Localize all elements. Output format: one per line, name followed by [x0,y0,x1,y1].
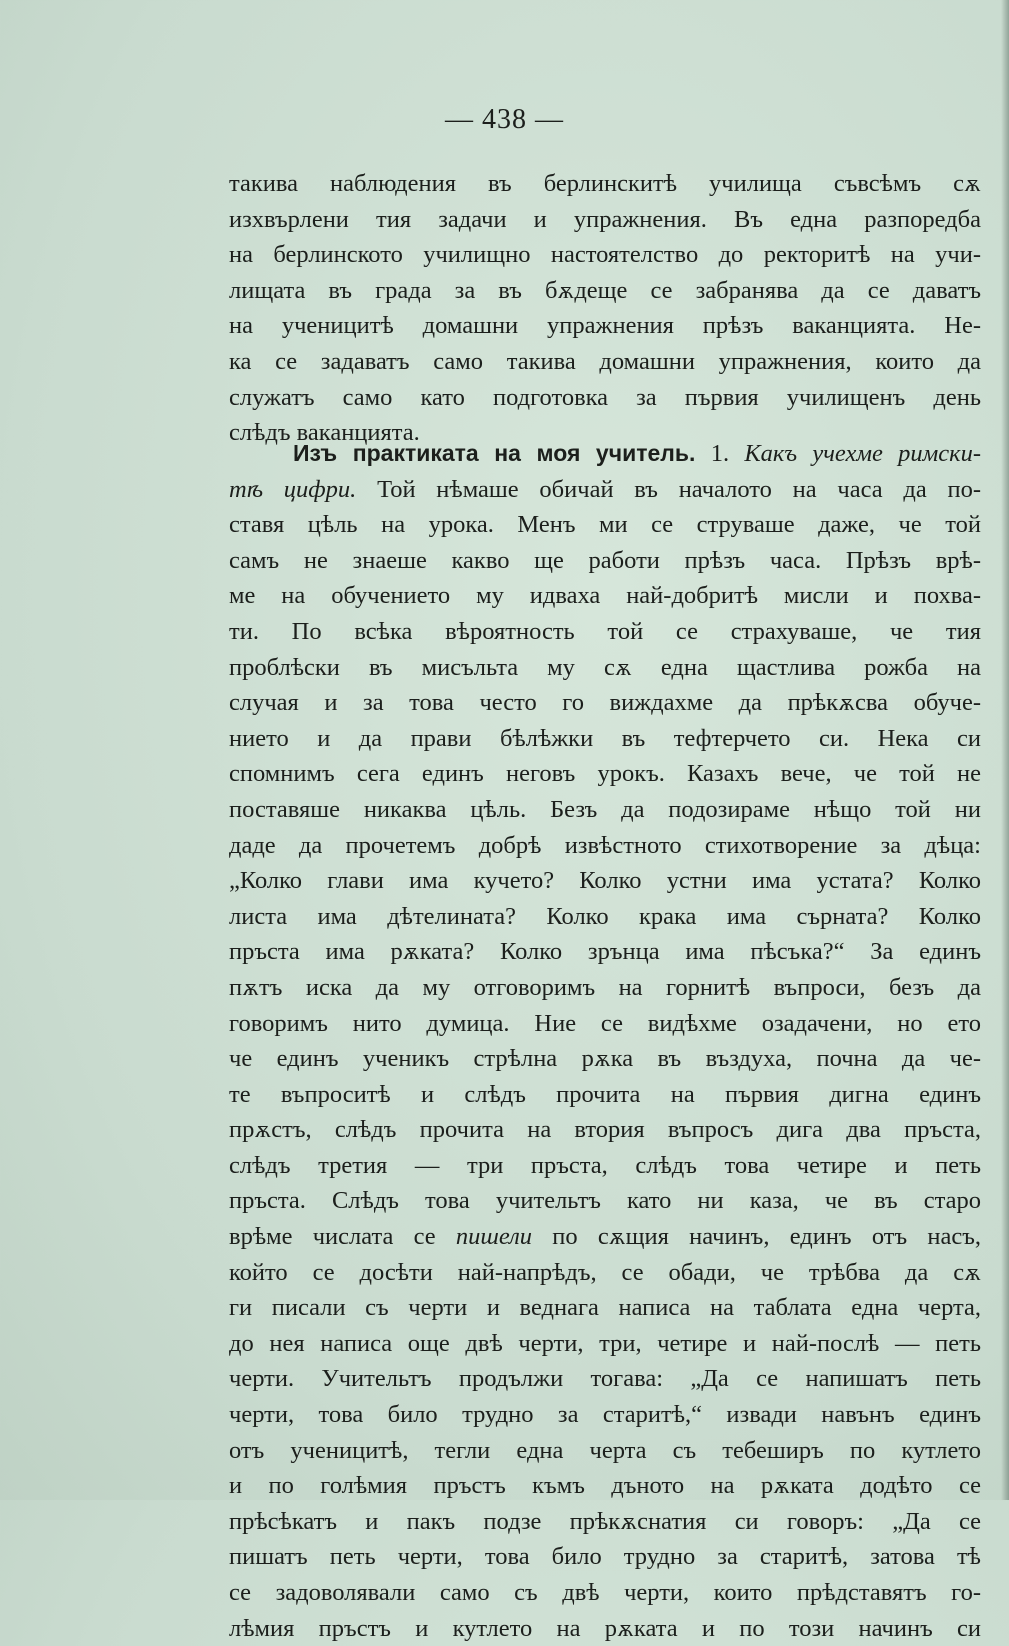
paragraph-2-line: говоримъ нито думица. Ние се видѣхме озадачени, но ето [229,1009,981,1037]
paragraph-2-line-text: по сѫщия начинъ, единъ отъ насъ, [532,1223,981,1251]
paragraph-2-line: пишатъ петь черти, това било трудно за старитѣ, затова тѣ [229,1543,981,1571]
paragraph-2-line: черти. Учительтъ продължи тогава: „Да се напишатъ петь [229,1365,981,1393]
paragraph-1-line: лищата въ града за въ бѫдеще се забранява да се даватъ [229,276,981,304]
section-heading-line [229,436,981,472]
paragraph-2-line-text: Той нѣмаше обичай въ началото на часа да по- [356,475,981,503]
paragraph-2-line: „Колко глави има кучето? Колко устни има устата? Колко [229,867,981,895]
paragraph-2-line: пръста. Слѣдъ това учительтъ като ни каза, че въ старо [229,1187,981,1215]
paragraph-2-line: се задоволявали само съ двѣ черти, които прѣдставятъ го- [229,1579,981,1606]
paragraph-1-line: такива наблюдения въ берлинскитѣ училища съвсѣмъ сѫ [229,170,981,197]
paragraph-2-line: че единъ ученикъ стрѣлна рѫка въ въздуха, почна да че- [229,1045,981,1073]
paragraph-1-line: ка се задаватъ само такива домашни упражнения, които да [229,347,981,375]
page-edge-shadow [1001,0,1009,1500]
paragraph-2-line: проблѣски въ мисъльта му сѫ една щастлива рожба на [229,653,981,681]
paragraph-2-line: самъ не знаеше какво ще работи прѣзъ часа. Прѣзъ врѣ- [229,546,981,574]
section-heading: Изъ практиката на моя учитель. [293,440,696,466]
paragraph-2-line: и по голѣмия пръстъ къмъ дъното на рѫката додѣто се [229,1472,981,1500]
paragraph-2-line: те въпроситѣ и слѣдъ прочита на първия дигна единъ [229,1080,981,1108]
paragraph-2-line: черти, това било трудно за старитѣ,“ извади навънъ единъ [229,1401,981,1429]
paragraph-2 [229,436,981,1646]
paragraph-2-line [229,1219,981,1255]
paragraph-2-line: прѫстъ, слѣдъ прочита на втория въпросъ дига два пръста, [229,1116,981,1144]
paragraph-2-line: пѫтъ иска да му отговоримъ на горнитѣ въпроси, безъ да [229,973,981,1001]
paragraph-2-line: ти. По всѣка вѣроятность той се страхуваше, че тия [229,617,981,645]
section-italic-title: Какъ учехме римски- [744,440,981,467]
paragraph-2-line: лѣмия пръстъ и кутлето на рѫката и по този начинъ си [229,1614,981,1642]
paragraph-2-line: прѣсѣкатъ и пакъ подзе прѣкѫснатия си говоръ: „Да се [229,1507,981,1535]
paragraph-1-line: изхвърлени тия задачи и упражнения. Въ една разпоредба [229,205,981,233]
section-number: 1. [710,440,730,467]
italic-word: пишели [455,1223,533,1251]
paragraph-2-line: ги писали съ черти и веднага написа на таблата една черта, [229,1294,981,1322]
paragraph-2-line: нието и да прави бѣлѣжки въ тефтерчето си. Нека си [229,724,981,752]
paragraph-2-line: ме на обучението му идваха най-добритѣ мисли и похва- [229,582,981,610]
paragraph-1-line: на берлинското училищно настоятелство до ректоритѣ на учи- [229,241,981,269]
paragraph-2-line: листа има дѣтелината? Колко крака има сърната? Колко [229,902,981,930]
paragraph-1-line: слѣдъ ваканцията. [229,419,420,447]
paragraph-2-line: даде да прочетемъ добрѣ извѣстното стихотворение за дѣца: [229,831,981,859]
paragraph-2-line: случая и за това често го виждахме да прѣкѫсва обуче- [229,689,981,717]
paragraph-2-line-text: врѣме числата се [229,1223,456,1251]
page-number: — 438 — [445,104,564,135]
section-italic-title-end: тѣ цифри. [229,475,357,503]
paragraph-1 [229,166,981,451]
paragraph-2-line [229,472,981,508]
paragraph-2-line: поставяше никаква цѣль. Безъ да подозираме нѣщо той ни [229,795,981,823]
paragraph-2-line: който се досѣти най-напрѣдъ, се обади, че трѣбва да сѫ [229,1258,981,1286]
paragraph-2-line: ставя цѣль на урока. Менъ ми се струваше даже, че той [229,511,981,539]
paragraph-1-line: на ученицитѣ домашни упражнения прѣзъ ваканцията. Не- [229,312,981,340]
paragraph-2-line: слѣдъ третия — три пръста, слѣдъ това четире и петь [229,1151,981,1179]
paragraph-1-line: служатъ само като подготовка за първия училищенъ день [229,383,981,411]
paragraph-2-line: пръста има рѫката? Колко зрънца има пѣсъка?“ За единъ [229,938,981,966]
paragraph-2-line: спомнимъ сега единъ неговъ урокъ. Казахъ вече, че той не [229,760,981,788]
paragraph-2-line: до нея написа още двѣ черти, три, четире и най-послѣ — петь [229,1329,981,1357]
paragraph-2-line: отъ ученицитѣ, тегли една черта съ тебеширъ по кутлето [229,1436,981,1464]
